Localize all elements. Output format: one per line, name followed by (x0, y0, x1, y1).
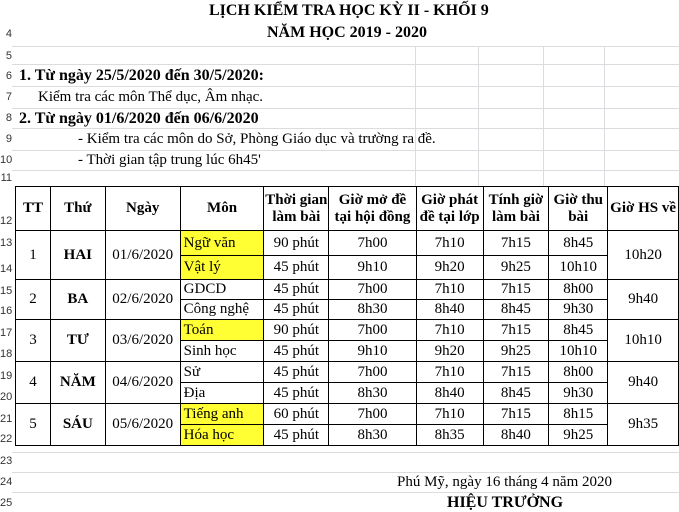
header-gio-thu[interactable]: Giờ thu bài (549, 187, 608, 231)
phat-cell[interactable]: 7h10 (416, 362, 483, 383)
tg-cell[interactable]: 45 phút (264, 280, 329, 300)
mo-cell[interactable]: 7h00 (329, 362, 417, 383)
ngay-cell[interactable]: 05/6/2020 (105, 404, 180, 446)
row-number[interactable]: 23 (0, 455, 13, 467)
row-number[interactable]: 22 (0, 433, 13, 445)
mon-cell[interactable]: Vật lý (180, 256, 264, 280)
tinh-cell[interactable]: 7h15 (483, 320, 549, 341)
row-number[interactable]: 18 (0, 348, 13, 360)
signer-title: HIỆU TRƯỞNG (447, 494, 564, 511)
mo-cell[interactable]: 9h10 (329, 341, 417, 362)
row-number[interactable]: 8 (5, 112, 12, 124)
page-title: LỊCH KIỂM TRA HỌC KỲ II - KHỐI 9 (209, 2, 489, 19)
thu-bai-cell[interactable]: 9h30 (549, 383, 608, 404)
mon-cell[interactable]: Toán (180, 320, 264, 341)
section2-line1: - Kiểm tra các môn do Sở, Phòng Giáo dục và trường ra đề. (78, 131, 436, 147)
phat-cell[interactable]: 8h40 (416, 300, 483, 320)
mo-cell[interactable]: 7h00 (329, 280, 417, 300)
tinh-cell[interactable]: 8h40 (483, 425, 549, 446)
mo-cell[interactable]: 7h00 (329, 231, 417, 256)
section2-heading: 2. Từ ngày 01/6/2020 đến 06/6/2020 (19, 110, 259, 127)
mo-cell[interactable]: 7h00 (329, 320, 417, 341)
thu-bai-cell[interactable]: 10h10 (549, 256, 608, 280)
header-thoi-gian[interactable]: Thời gian làm bài (264, 187, 329, 231)
tt-cell[interactable]: 1 (16, 231, 51, 280)
mon-cell[interactable]: Sinh học (180, 341, 264, 362)
header-gio-phat[interactable]: Giờ phát đề tại lớp (416, 187, 483, 231)
phat-cell[interactable]: 7h10 (416, 231, 483, 256)
mon-cell[interactable]: Sử (180, 362, 264, 383)
row-number[interactable]: 6 (5, 70, 12, 82)
row-number[interactable]: 25 (0, 497, 13, 509)
thu-bai-cell[interactable]: 8h15 (549, 404, 608, 425)
header-tinh-gio[interactable]: Tính giờ làm bài (483, 187, 549, 231)
ngay-cell[interactable]: 01/6/2020 (105, 231, 180, 280)
header-mon[interactable]: Môn (180, 187, 264, 231)
header-ngay[interactable]: Ngày (105, 187, 180, 231)
row-number[interactable]: 10 (0, 154, 13, 166)
mon-cell[interactable]: Địa (180, 383, 264, 404)
thu-bai-cell[interactable]: 10h10 (549, 341, 608, 362)
row-number[interactable]: 12 (0, 215, 13, 227)
thu-bai-cell[interactable]: 8h45 (549, 320, 608, 341)
header-row (16, 187, 679, 231)
row-number[interactable]: 5 (5, 50, 12, 62)
row-number[interactable]: 16 (0, 305, 13, 317)
section2-line2: - Thời gian tập trung lúc 6h45' (78, 152, 261, 168)
thu-bai-cell[interactable]: 8h00 (549, 362, 608, 383)
row-number[interactable]: 15 (0, 285, 13, 297)
header-thu[interactable]: Thứ (50, 187, 105, 231)
row-number[interactable]: 17 (0, 327, 13, 339)
tinh-cell[interactable]: 9h25 (483, 341, 549, 362)
ngay-cell[interactable]: 02/6/2020 (105, 280, 180, 320)
table-row (16, 231, 679, 256)
header-gio-mo-de[interactable]: Giờ mở đề tại hội đồng (329, 187, 417, 231)
table-row (16, 320, 679, 341)
tinh-cell[interactable]: 7h15 (483, 280, 549, 300)
row-number[interactable]: 11 (0, 172, 12, 184)
table-row (16, 362, 679, 383)
phat-cell[interactable]: 7h10 (416, 280, 483, 300)
table-row (16, 280, 679, 300)
mon-cell[interactable]: Công nghệ (180, 300, 264, 320)
row-number[interactable]: 13 (0, 237, 13, 249)
phat-cell[interactable]: 7h10 (416, 320, 483, 341)
thu-cell[interactable]: NĂM (50, 362, 105, 404)
ngay-cell[interactable]: 04/6/2020 (105, 362, 180, 404)
mon-cell[interactable]: Hóa học (180, 425, 264, 446)
tg-cell[interactable]: 60 phút (264, 404, 329, 425)
tg-cell[interactable]: 45 phút (264, 383, 329, 404)
mon-cell[interactable]: Tiếng anh (180, 404, 264, 425)
mo-cell[interactable]: 8h30 (329, 383, 417, 404)
mo-cell[interactable]: 9h10 (329, 256, 417, 280)
page-subtitle: NĂM HỌC 2019 - 2020 (267, 24, 427, 41)
ve-cell[interactable]: 9h40 (608, 280, 679, 320)
thu-bai-cell[interactable]: 9h30 (549, 300, 608, 320)
tinh-cell[interactable]: 7h15 (483, 404, 549, 425)
thu-cell[interactable]: HAI (50, 231, 105, 280)
thu-cell[interactable]: BA (50, 280, 105, 320)
mo-cell[interactable]: 7h00 (329, 404, 417, 425)
phat-cell[interactable]: 9h20 (416, 341, 483, 362)
thu-cell[interactable]: SÁU (50, 404, 105, 446)
thu-bai-cell[interactable]: 8h00 (549, 280, 608, 300)
tg-cell[interactable]: 90 phút (264, 320, 329, 341)
exam-schedule-table (15, 186, 679, 446)
mo-cell[interactable]: 8h30 (329, 425, 417, 446)
tt-cell[interactable]: 4 (16, 362, 51, 404)
phat-cell[interactable]: 9h20 (416, 256, 483, 280)
phat-cell[interactable]: 8h40 (416, 383, 483, 404)
phat-cell[interactable]: 8h35 (416, 425, 483, 446)
tt-cell[interactable]: 5 (16, 404, 51, 446)
row-number[interactable]: 19 (0, 370, 13, 382)
thu-bai-cell[interactable]: 8h45 (549, 231, 608, 256)
row-number[interactable]: 4 (5, 28, 12, 40)
tt-cell[interactable]: 3 (16, 320, 51, 362)
tinh-cell[interactable]: 7h15 (483, 362, 549, 383)
thu-cell[interactable]: TƯ (50, 320, 105, 362)
phat-cell[interactable]: 7h10 (416, 404, 483, 425)
ve-cell[interactable]: 9h35 (608, 404, 679, 446)
header-gio-hs-ve[interactable]: Giờ HS về (608, 187, 679, 231)
row-number[interactable]: 24 (0, 476, 13, 488)
tg-cell[interactable]: 45 phút (264, 300, 329, 320)
row-number[interactable]: 21 (0, 413, 13, 425)
ve-cell[interactable]: 9h40 (608, 362, 679, 404)
row-number[interactable]: 14 (0, 263, 13, 275)
mon-cell[interactable]: GDCD (180, 280, 264, 300)
mon-cell[interactable]: Ngữ văn (180, 231, 264, 256)
header-tt[interactable]: TT (16, 187, 51, 231)
tinh-cell[interactable]: 8h45 (483, 300, 549, 320)
thu-bai-cell[interactable]: 9h25 (549, 425, 608, 446)
place-date: Phú Mỹ, ngày 16 tháng 4 năm 2020 (397, 474, 612, 490)
tg-cell[interactable]: 45 phút (264, 362, 329, 383)
table-row (16, 404, 679, 425)
tinh-cell[interactable]: 8h45 (483, 383, 549, 404)
mo-cell[interactable]: 8h30 (329, 300, 417, 320)
tg-cell[interactable]: 45 phút (264, 256, 329, 280)
section1-line: Kiểm tra các môn Thể dục, Âm nhạc. (38, 89, 264, 105)
tinh-cell[interactable]: 9h25 (483, 256, 549, 280)
row-number[interactable]: 20 (0, 391, 13, 403)
section1-heading: 1. Từ ngày 25/5/2020 đến 30/5/2020: (19, 67, 264, 84)
row-number[interactable]: 7 (5, 91, 12, 103)
ve-cell[interactable]: 10h20 (608, 231, 679, 280)
ve-cell[interactable]: 10h10 (608, 320, 679, 362)
tg-cell[interactable]: 45 phút (264, 341, 329, 362)
ngay-cell[interactable]: 03/6/2020 (105, 320, 180, 362)
tg-cell[interactable]: 45 phút (264, 425, 329, 446)
row-number[interactable]: 9 (5, 133, 12, 145)
tt-cell[interactable]: 2 (16, 280, 51, 320)
tg-cell[interactable]: 90 phút (264, 231, 329, 256)
tinh-cell[interactable]: 7h15 (483, 231, 549, 256)
